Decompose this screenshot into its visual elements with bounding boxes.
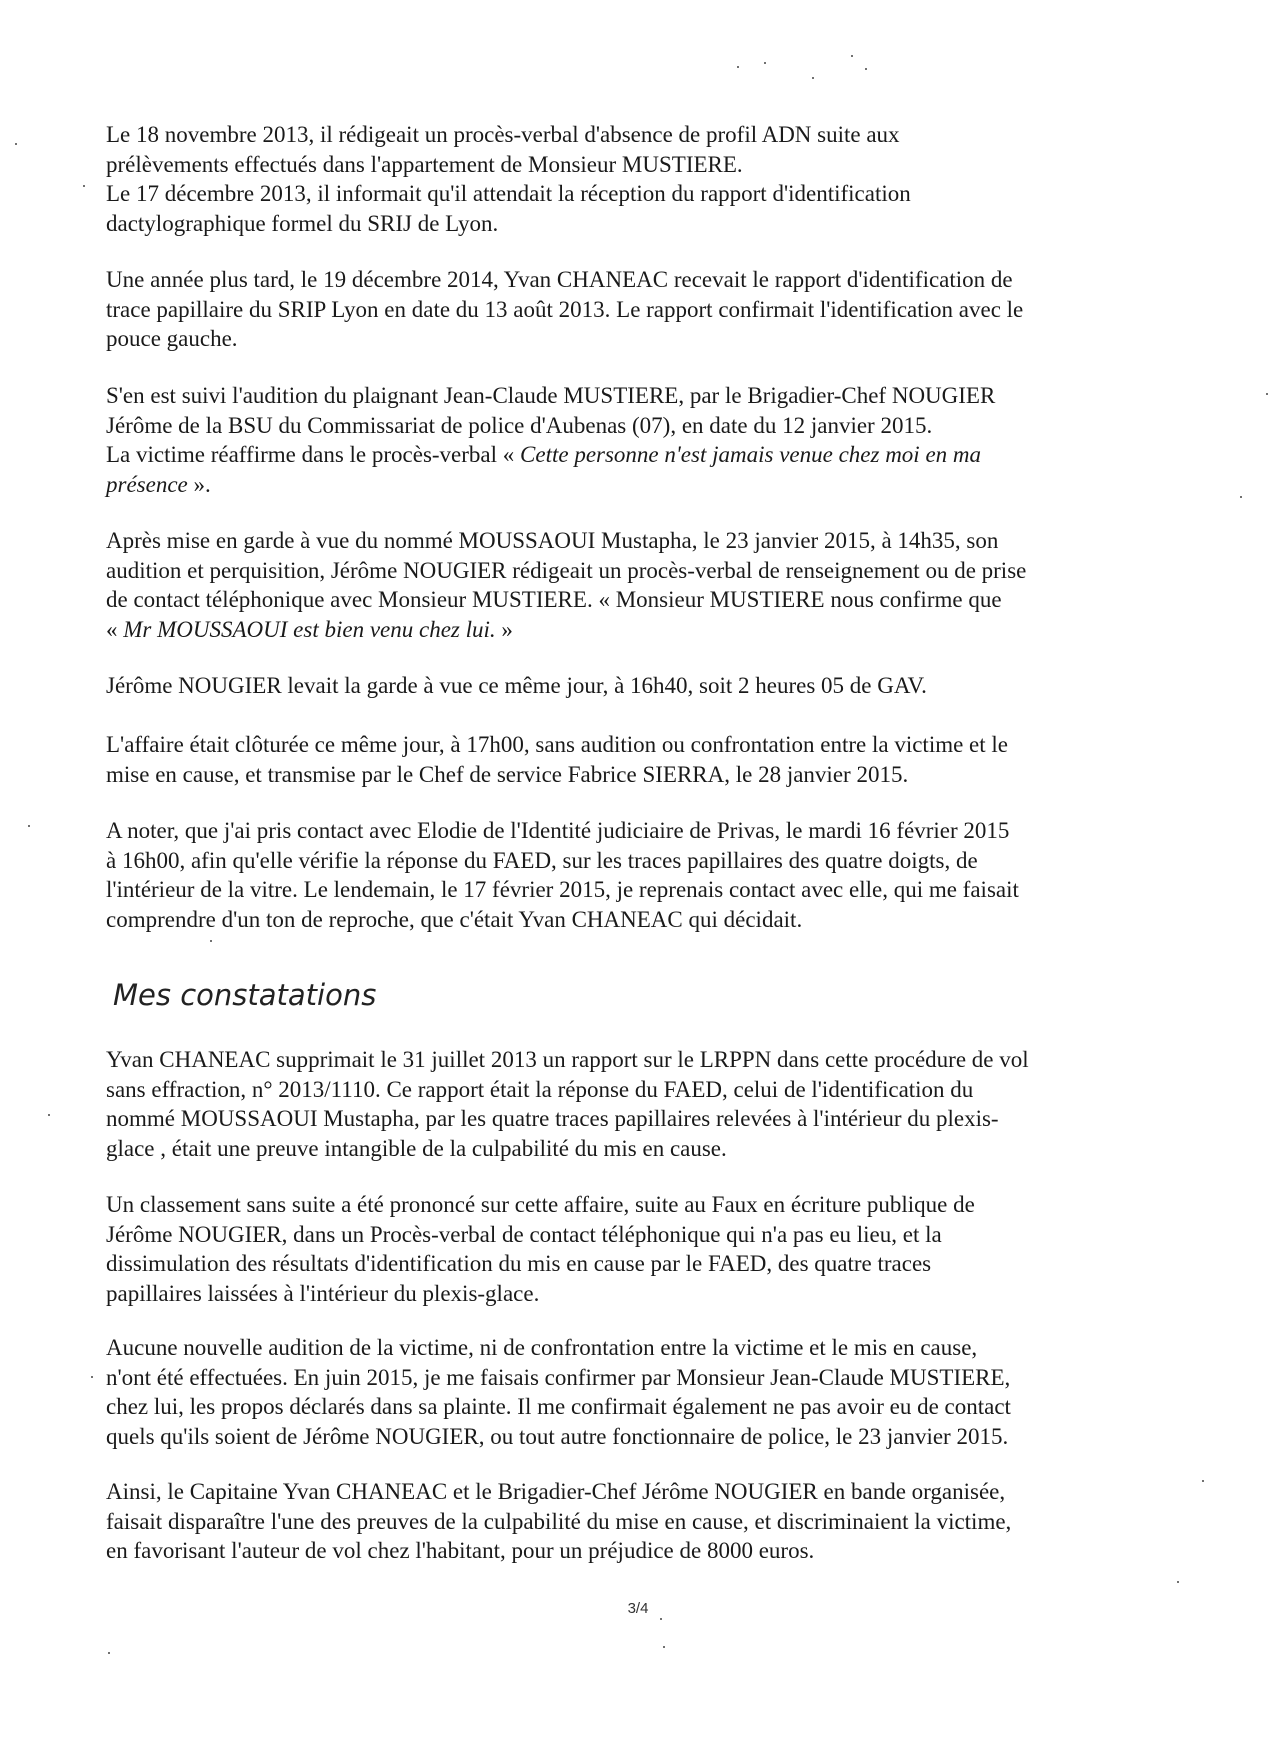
text-line: en favorisant l'auteur de vol chez l'habitant, pour un préjudice de 8000 euros. [106,1538,815,1563]
scan-speck [48,1114,50,1116]
scan-speck [1177,1581,1179,1583]
text-line: A noter, que j'ai pris contact avec Elodie de l'Identité judiciaire de Privas, le mardi 16 février 2015 [106,818,1010,843]
scan-speck [15,143,17,145]
scan-speck [865,68,867,70]
text-line: pouce gauche. [106,326,238,351]
paragraph-classification [106,1190,1108,1308]
scan-speck [1202,1480,1204,1482]
text-line: Un classement sans suite a été prononcé sur cette affaire, suite au Faux en écriture publique de [106,1192,975,1217]
scan-speck [764,62,766,64]
text-line: Le 18 novembre 2013, il rédigeait un procès-verbal d'absence de profil ADN suite aux [106,122,900,147]
text-line: papillaires laissées à l'intérieur du plexis-glace. [106,1280,540,1306]
paragraph-identification-report [106,265,1108,354]
section-heading: Mes constatations [113,978,377,1012]
text-fragment: « [106,616,124,642]
text-line: n'ont été effectuées. En juin 2015, je me faisais confirmer par Monsieur Jean-Claude MUSTIERE, [106,1364,1011,1390]
scan-speck [28,825,30,827]
text-line [106,440,1108,470]
paragraph-adn-report [106,120,1108,238]
page-number: 3/4 [627,1600,649,1617]
scan-speck [737,66,739,68]
text-line: nommé MOUSSAOUI Mustapha, par les quatre traces papillaires relevées à l'intérieur du plexis- [106,1106,999,1131]
scan-speck [851,55,853,57]
text-line: quels qu'ils soient de Jérôme NOUGIER, ou tout autre fonctionnaire de police, le 23 janvier 2015. [106,1423,1009,1449]
text-fragment: La victime réaffirme dans le procès-verbal « [106,442,521,467]
text-line: Jérôme NOUGIER, dans un Procès-verbal de contact téléphonique qui n'a pas eu lieu, et la [106,1221,942,1247]
paragraph-victim-hearing [106,381,1108,499]
text-line: mise en cause, et transmise par le Chef de service Fabrice SIERRA, le 28 janvier 2015. [106,761,909,787]
text-line: audition et perquisition, Jérôme NOUGIER rédigeait un procès-verbal de renseignement ou de prise [106,557,1027,583]
scan-speck [660,1618,662,1620]
text-line: dactylographique formel du SRIJ de Lyon. [106,210,499,236]
scan-speck [1266,393,1268,395]
text-line: glace , était une preuve intangible de la culpabilité du mis en cause. [106,1135,727,1161]
text-line: de contact téléphonique avec Monsieur MUSTIERE. « Monsieur MUSTIERE nous confirme que [106,587,1002,612]
text-fragment: ». [187,471,211,497]
scan-speck [663,1646,665,1648]
text-line: prélèvements effectués dans l'appartement de Monsieur MUSTIERE. [106,151,743,177]
text-line: dissimulation des résultats d'identification du mis en cause par le FAED, des quatre traces [106,1251,932,1276]
text-line: Ainsi, le Capitaine Yvan CHANEAC et le Brigadier-Chef Jérôme NOUGIER en bande organisée, [106,1479,1006,1504]
scan-speck [812,77,814,79]
text-line: Jérôme de la BSU du Commissariat de police d'Aubenas (07), en date du 12 janvier 2015. [106,412,933,438]
text-line: trace papillaire du SRIP Lyon en date du 13 août 2013. Le rapport confirmait l'identification avec le [106,296,1024,322]
text-line: chez lui, les propos déclarés dans sa plainte. Il me confirmait également ne pas avoir eu de contact [106,1394,1011,1419]
paragraph-case-closed [106,730,1108,789]
paragraph-no-new-hearing [106,1333,1108,1451]
text-line: sans effraction, n° 2013/1110. Ce rapport était la réponse du FAED, celui de l'identification du [106,1076,974,1102]
text-line: S'en est suivi l'audition du plaignant Jean-Claude MUSTIERE, par le Brigadier-Chef NOUGIER [106,383,996,408]
paragraph-custody-lifted [106,671,1108,701]
text-line: L'affaire était clôturée ce même jour, à 17h00, sans audition ou confrontation entre la victime et le [106,732,1009,757]
quoted-statement: présence [106,471,188,497]
text-line: faisait disparaître l'une des preuves de la culpabilité du mise en cause, et discriminaient la victime, [106,1508,1012,1534]
text-fragment: » [495,616,513,642]
text-line [106,615,1108,645]
quoted-statement: Cette personne n'est jamais venue chez moi en ma [520,442,982,467]
text-line: Le 17 décembre 2013, il informait qu'il attendait la réception du rapport d'identification [106,181,911,206]
scan-speck [83,185,85,187]
scan-speck [1240,496,1242,498]
paragraph-report-deleted [106,1045,1108,1163]
text-line: comprendre d'un ton de reproche, que c'était Yvan CHANEAC qui décidait. [106,906,803,932]
text-line: Yvan CHANEAC supprimait le 31 juillet 2013 un rapport sur le LRPPN dans cette procédure de vol [106,1047,1029,1072]
text-line: l'intérieur de la vitre. Le lendemain, le 17 février 2015, je reprenais contact avec elle, qui me faisait [106,877,1019,902]
text-line: à 16h00, afin qu'elle vérifie la réponse du FAED, sur les traces papillaires des quatre doigts, de [106,847,978,873]
quoted-statement: Mr MOUSSAOUI est bien venu chez lui. [123,616,496,642]
text-line: Après mise en garde à vue du nommé MOUSSAOUI Mustapha, le 23 janvier 2015, à 14h35, son [106,528,999,553]
paragraph-custody [106,526,1108,644]
text-line: Jérôme NOUGIER levait la garde à vue ce même jour, à 16h40, soit 2 heures 05 de GAV. [106,673,927,698]
paragraph-note [106,816,1108,934]
paragraph-conclusion [106,1477,1108,1566]
scan-speck [108,1652,110,1654]
scan-speck [210,940,212,942]
text-line: Aucune nouvelle audition de la victime, ni de confrontation entre la victime et le mis en cause, [106,1335,978,1360]
scan-speck [91,1376,93,1378]
text-line: Une année plus tard, le 19 décembre 2014, Yvan CHANEAC recevait le rapport d'identification de [106,267,1013,292]
text-line [106,470,1108,500]
